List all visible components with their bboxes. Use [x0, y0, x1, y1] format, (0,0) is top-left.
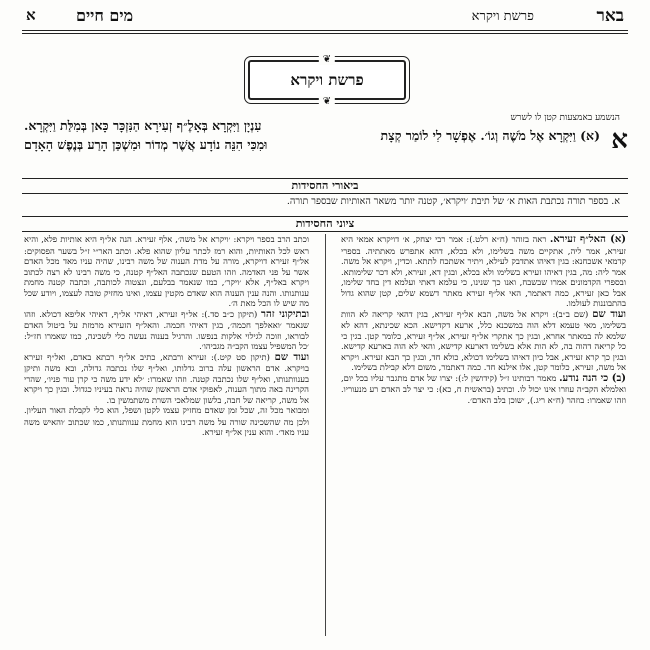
section-biurei [22, 178, 628, 194]
parsha-title: פרשת ויקרא [290, 70, 364, 89]
paragraph [24, 352, 309, 406]
left-column [24, 234, 309, 636]
paragraph [24, 234, 309, 309]
paragraph-text: (שם ב״ב): ויקרא אל משה, הבא אל״ף זעירא, בגין דהאי קריאה לא הוות בשלימו, מאי טעמא דלא הוה במשכנא כלל, ארעא דקדישא. הכא שכינתא, דהא לא שלמא לה במאתר אחרא, ובגין כך אתקרי אל״ף זעירא, אל״ף זעירא, כלומר קטן. בגין כי כל קריאה דהוה בה, לא הות אלא בשלימו דארעא קדישא, והאי לא הוה בארעא קדישא. ובגין כך קרא זעירא, אבל כיון דאיהו בשלימו דכולא, כולא חד, ובגין כך הבא זעירא. ויקרא אל משה, זעירא, כלומר קטן, אלו אילנא חד. כמה דאתמר, משום דלא קבילת בשלימו. [341, 308, 626, 372]
paragraph-lead: ועוד שם [274, 351, 309, 363]
paragraph-lead: (ב) כי הנה נודע. [559, 372, 626, 384]
header-book-title: מים חיים [76, 6, 134, 25]
section-biurei-title: ביאורי החסידות [286, 179, 365, 192]
paragraph [341, 373, 626, 406]
section-tziyunei-title: ציוני החסידות [290, 217, 361, 230]
page-letter: א [26, 6, 36, 24]
paragraph-text: מאמר רבותינו ז״ל (קידושין ל:): יצרו של אדם מתגבר עליו בכל יום, ואלמלא הקב״ה עוזרו אינו יכול לו. וכתיב (בראשית ח, כא): כי יצר לב האדם רע מנעוריו. וזהו שאמרו: בוזהר (ח״א ריג.), ׳שוכן בלב האדם׳. [341, 372, 626, 405]
column-divider [325, 234, 326, 636]
header-beer: באר [596, 6, 624, 26]
paragraph-lead: ובתיקוני זהר [261, 308, 309, 320]
header-parsha: פרשת ויקרא [471, 9, 534, 24]
header-rule [22, 30, 628, 31]
verse-line-1-right: (א) וַיִּקְרָא אֶל מֹשֶׁה וְגוֹ׳. אֶפְשָׁר לִי לוֹמַר קְצָת [380, 128, 600, 143]
header-rule-thin [22, 33, 628, 34]
paragraph [341, 234, 626, 309]
paragraph [24, 405, 309, 438]
verse-line-1-left: עִנְיָן וַיִּקְרָא בְּאָלֶ״ף זְעִירָא הַנִּזְכָּר כָּאן בְּמִלַּת וַיִּקְרָא. [24, 118, 262, 133]
ornament-icon-bottom: ❦ [319, 96, 335, 107]
verse-letter: א [611, 125, 628, 155]
parsha-title-box [248, 54, 406, 107]
paragraph-text: ומבואר מכל זה, שכל זמן שאדם מחזיק עצמו לקטן ושפל, הוא כלי לקבלת האור העליון. ולכן מה שהשכינה שורה על משה רבינו הוא מחמת ענוותנותו, כמו שכתוב ׳והאיש משה עניו מאד׳. והוא ענין אל״ף זעירא. [24, 405, 309, 437]
paragraph-text: ראה בזוהר (ח״א רלט.): אמר רבי יצחק, א׳ דויקרא אמאי היא זעירא, אמר ליה, אתקיים משה בשלימו, ולא בכלא, דהא אתפרש מאתתיה. בספרי קדמאי אשכחנא: בגין דאיהו אתדבק לעילא, ויתיר אשתכח לתתא. וכדין, ויקרא אל משה. אמר ליה: מה, בגין דאיהו זעירא בשלימו ולא בכלא, ובגין דא, זעירא, ולא דכר שלימותא. ובספרי הקדמונים אמרו שבשבח, ואנו כך שנינו, כי עלמא דאתי ועלמא דין בחד שלימו, אבל כאן זעירא, כמה דאתמר, האי אל״ף זעירא מאתר דשמא שלים, קטן שהוא גדול בהתבוננות לעולמו. [341, 234, 626, 308]
biurei-note: א. בספר תורה נכתבת האות א׳ של תיבת ׳ויקרא׳, קטנה יותר משאר האותיות שבספר תורה. [286, 196, 620, 207]
paragraph-text: (תיקון כ״ב סד.): אל״ף זעירא, דאיהי אל״ף, דאיהי אליפא דכולא. וזהו שנאמר ׳ואאלפך חכמה׳, בגין דאיהי חכמה. והאל״ף הזעירא מרמזת על ביטול האדם לבוראו, וזוכה לגילוי אלקות בנפשו. והרגיל בענוה נעשה כלי לשכינה, כמו שאמרו חז״ל: ׳כל המשפיל עצמו הקב״ה מגביהו׳. [24, 308, 309, 351]
running-header [26, 6, 624, 28]
paragraph-lead: (א) האל״ף זעירא. [549, 234, 626, 245]
top-note: הנשמע באמצעות קטן לו לשרש [510, 113, 620, 123]
paragraph-lead: ועוד שם [592, 308, 626, 320]
paragraph [341, 309, 626, 373]
verse-line-2: וּמִכִּי הִנֵּה נוֹדָע אֲשֶׁר מְדוֹר וּמִשְׁכַּן הָרַע בְּנֶפֶשׁ הָאָדָם [24, 137, 268, 152]
paragraph-text: וכתב הרב בספר ויקרא: ׳ויקרא אל משה׳, אלף זעירא. הנה אל״ף היא אותיות פלא, והיא ראש לכל האותיות, והוא רמז לכתר עליון שהוא פלא. וכתב האר״י ז״ל בשער הפסוקים: אל״ף זעירא דויקרא, מורה על מדת הענוה של משה רבינו, שהיה עניו מאד מכל האדם אשר על פני האדמה. וזהו הטעם שנכתבה האל״ף קטנה, כי משה רבינו לא רצה לכתוב ויקרא באל״ף, אלא ׳ויקר׳, כמו שנאמר בבלעם, ונצטוה לכותבה, וכתבה קטנה מחמת ענותנותו. והנה ענין הענוה הוא שאדם מקטין עצמו, ואינו מחזיק טובה לעצמו, ויודע שכל מה שיש לו הכל מאת ה׳. [24, 234, 309, 308]
ornament-icon: ❦ [319, 54, 335, 65]
paragraph-text: (תיקון סט קיט.): זעירא ורבתא, כתיב אל״ף רבתא באדם, ואל״ף זעירא בויקרא. אדם הראשון עלה ברוב גדלותו, ואל״ף שלו נכתבה גדולה, ובא משה ותיקן בענוותנותו, ואל״ף שלו נכתבה קטנה. וזהו שאמרו: ׳לא ידע משה כי קרן עור פניו׳, שהרי הקרינה באה מתוך הענוה, לאפוקי אדם הראשון שהיה נראה בעיניו כגדול. ובגין כך ויקרא אל משה, קריאה של חבה, בלשון שמלאכי השרת משתמשין בו. [24, 351, 309, 405]
right-column [341, 234, 626, 636]
section-tziyunei [22, 216, 628, 232]
paragraph [24, 309, 309, 352]
